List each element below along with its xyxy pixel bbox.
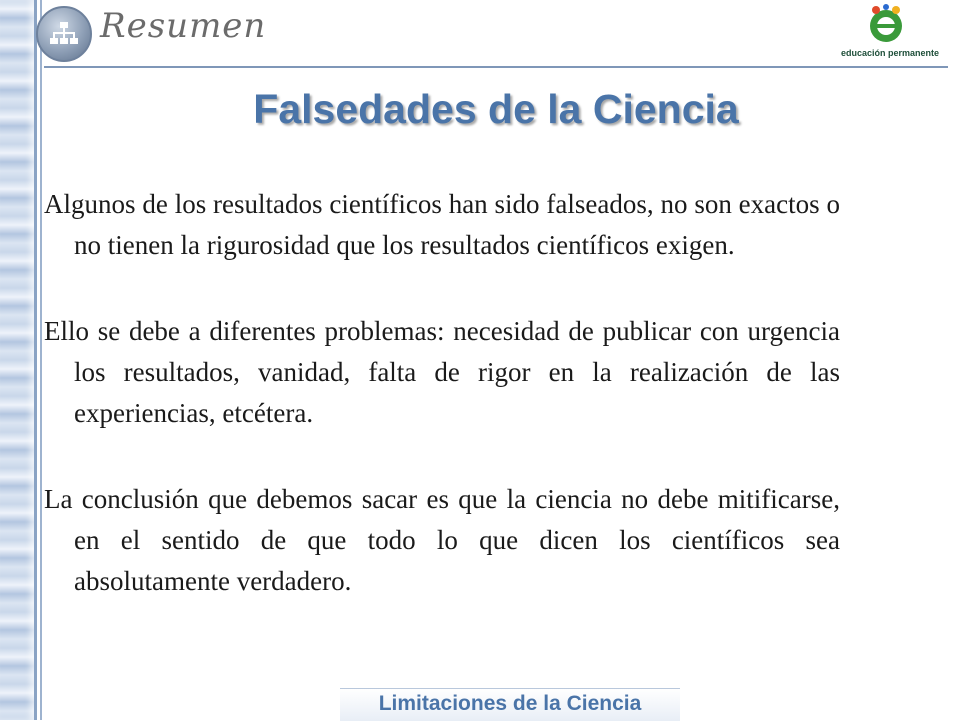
section-label: Resumen xyxy=(100,6,267,46)
sitemap-icon[interactable] xyxy=(36,6,92,62)
header-rule xyxy=(44,66,948,68)
paragraph-3: La conclusión que debemos sacar es que la ciencia no debe mitificarse, en el sentido de que todo lo que dicen los científicos sea absolutamente verdadero. xyxy=(44,484,840,596)
paragraph-2: Ello se debe a diferentes problemas: necesidad de publicar con urgencia los resultados, vanidad, falta de rigor en la realización de las experiencias, etcétera. xyxy=(44,316,840,428)
brand-text: educación permanente xyxy=(840,48,940,58)
left-divider xyxy=(40,0,42,720)
footer xyxy=(340,688,680,721)
paragraph-1: Algunos de los resultados científicos han sido falseados, no son exactos o no tienen la rigurosidad que los resultados científicos exigen. xyxy=(44,189,840,260)
footer-text: Limitaciones de la Ciencia xyxy=(378,692,642,715)
slide-body xyxy=(44,184,840,647)
slide-title: Falsedades de la Ciencia xyxy=(253,86,739,132)
brand-e-icon xyxy=(868,4,904,46)
left-decorative-strip xyxy=(0,0,37,720)
educacion-permanente-logo xyxy=(826,4,946,64)
